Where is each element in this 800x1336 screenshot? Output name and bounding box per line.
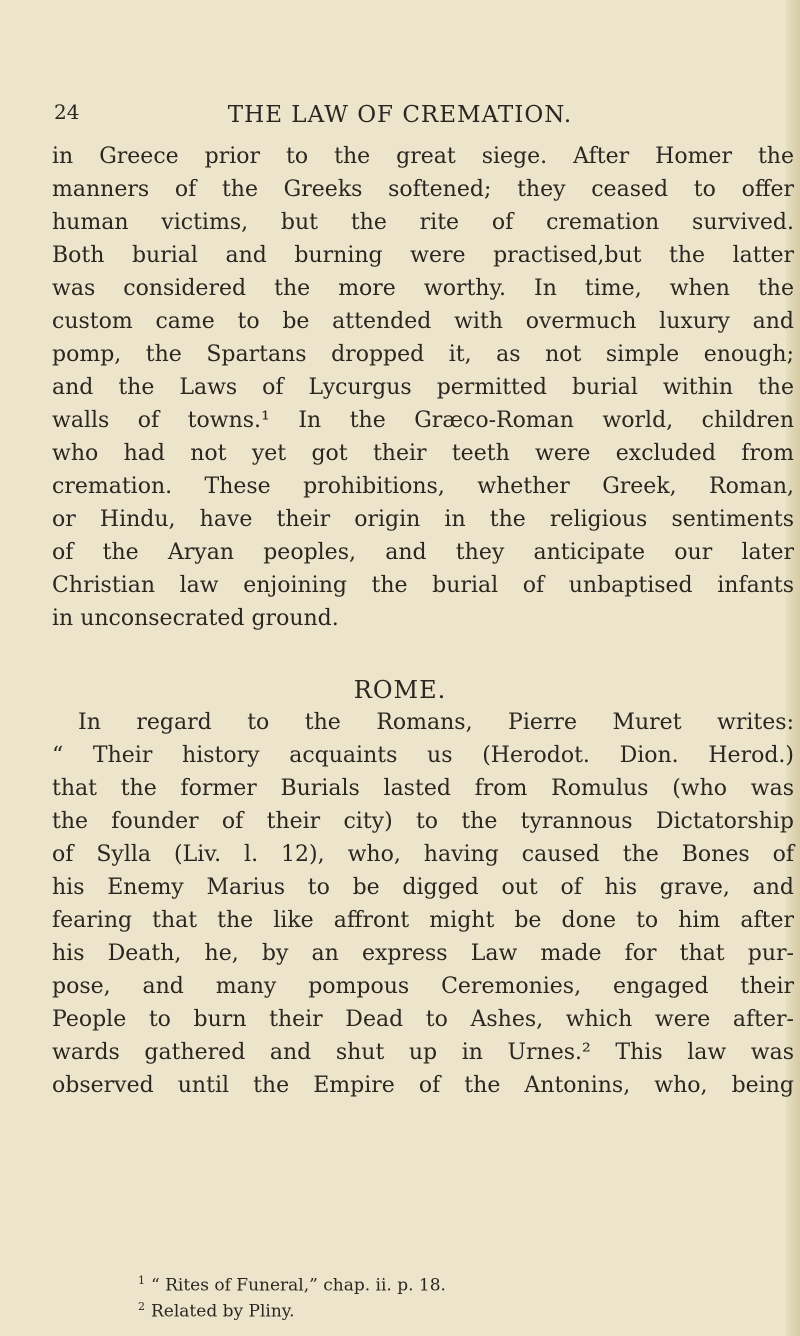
paragraph-greece <box>52 140 794 635</box>
text-line: or Hindu, have their origin in the religious sentiments <box>52 507 794 532</box>
footnote <box>138 1294 738 1320</box>
text-line: human victims, but the rite of cremation survived. <box>52 210 794 235</box>
text-line: of Sylla (Liv. l. 12), who, having caused the Bones of <box>52 842 794 867</box>
text-line: pomp, the Spartans dropped it, as not simple enough; <box>52 342 794 367</box>
footnote <box>138 1268 738 1294</box>
section-heading: ROME. <box>353 676 447 704</box>
text-line: that the former Burials lasted from Romulus (who was <box>52 776 794 801</box>
text-line: People to burn their Dead to Ashes, which were after- <box>52 1007 794 1032</box>
text-line: In regard to the Romans, Pierre Muret writes: <box>78 710 794 735</box>
page-header <box>0 96 800 136</box>
text-line: observed until the Empire of the Antonins, who, being <box>52 1073 794 1098</box>
text-line: wards gathered and shut up in Urnes.² This law was <box>52 1040 794 1065</box>
text-line: in unconsecrated ground. <box>52 606 339 631</box>
text-line: his Death, he, by an express Law made for that pur- <box>52 941 794 966</box>
footnote-text: Related by Pliny. <box>151 1301 295 1322</box>
text-line: of the Aryan peoples, and they anticipate our later <box>52 540 794 565</box>
text-line: custom came to be attended with overmuch luxury and <box>52 309 794 334</box>
text-line: in Greece prior to the great siege. After Homer the <box>52 144 794 169</box>
text-line: who had not yet got their teeth were excluded from <box>52 441 794 466</box>
text-line: fearing that the like affront might be done to him after <box>52 908 794 933</box>
text-line: Christian law enjoining the burial of unbaptised infants <box>52 573 794 598</box>
text-line: Both burial and burning were practised,but the latter <box>52 243 794 268</box>
page-number: 24 <box>54 100 80 124</box>
text-line: manners of the Greeks softened; they ceased to offer <box>52 177 794 202</box>
text-line: cremation. These prohibitions, whether Greek, Roman, <box>52 474 794 499</box>
text-line: the founder of their city) to the tyrannous Dictatorship <box>52 809 794 834</box>
text-line: pose, and many pompous Ceremonies, engaged their <box>52 974 794 999</box>
text-line: was considered the more worthy. In time, when the <box>52 276 794 301</box>
text-line: his Enemy Marius to be digged out of his grave, and <box>52 875 794 900</box>
text-line: and the Laws of Lycurgus permitted burial within the <box>52 375 794 400</box>
footnote-marker: 1 <box>138 1274 145 1287</box>
footnote-marker: 2 <box>138 1300 145 1313</box>
running-title: THE LAW OF CREMATION. <box>227 102 573 128</box>
text-line: walls of towns.¹ In the Græco-Roman world, children <box>52 408 794 433</box>
footnote-text: “ Rites of Funeral,” chap. ii. p. 18. <box>151 1275 446 1296</box>
paragraph-rome <box>52 706 794 1102</box>
footnotes <box>138 1268 738 1320</box>
text-line: “ Their history acquaints us (Herodot. Dion. Herod.) <box>52 743 794 768</box>
